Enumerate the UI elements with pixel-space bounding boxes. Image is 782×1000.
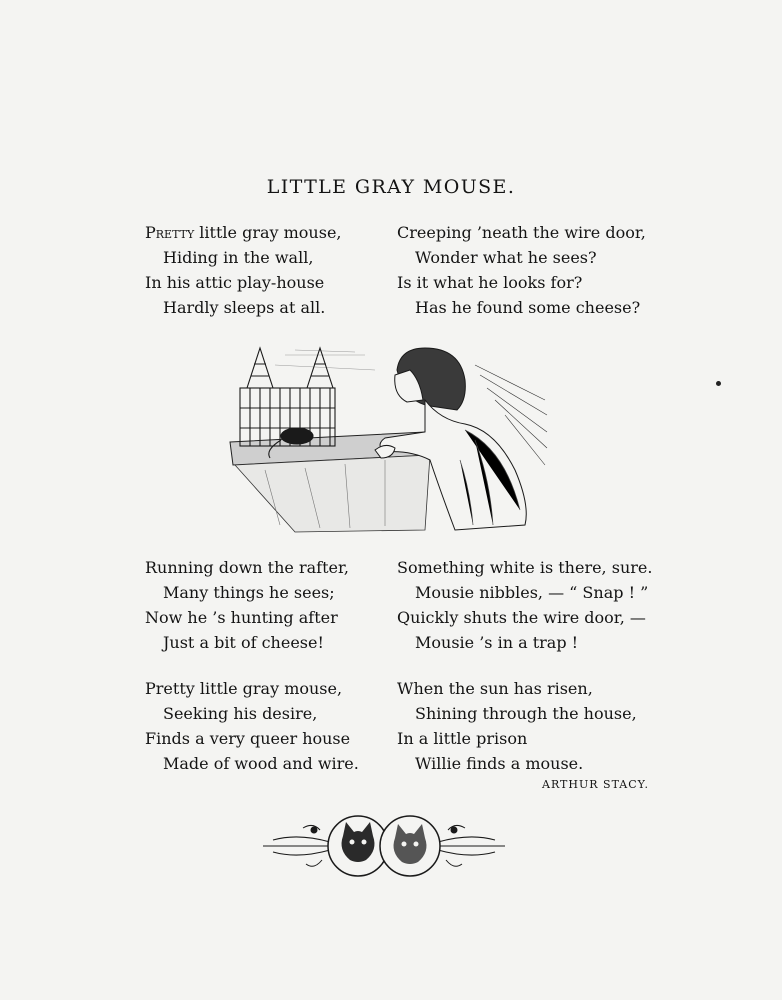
stanza-1 (145, 220, 395, 320)
poem-line: Hardly sleeps at all. (163, 298, 326, 317)
poem-line: In a little prison (397, 729, 528, 748)
poem-line: Something white is there, sure. (397, 558, 653, 577)
two-cats-vignette (258, 808, 510, 880)
poem-line: When the sun has risen, (397, 679, 593, 698)
cat-medallion-right (380, 816, 440, 876)
drop-word: Pretty (145, 223, 195, 242)
poem-line: Quickly shuts the wire door, — (397, 608, 646, 627)
cat-medallion-left (328, 816, 388, 876)
page-title: LITTLE GRAY MOUSE. (266, 176, 516, 198)
scroll-ornament-right (438, 825, 505, 866)
stanza-3 (145, 555, 395, 655)
poem-line: Now he ’s hunting after (145, 608, 338, 627)
poem-line: Pretty little gray mouse, (145, 679, 343, 698)
poem-line: Mousie nibbles, — “ Snap ! ” (415, 583, 649, 602)
author-signature: ARTHUR STACY. (542, 778, 649, 791)
ink-speck (716, 381, 721, 386)
scroll-ornament-left (263, 825, 330, 866)
poem-line: Wonder what he sees? (415, 248, 597, 267)
poem-line: Finds a very queer house (145, 729, 351, 748)
stanza-2 (397, 220, 647, 320)
line-text: little gray mouse, (194, 223, 342, 242)
poem-line: Made of wood and wire. (163, 754, 359, 773)
poem-line (145, 220, 395, 245)
poem-line: Mousie ’s in a trap ! (415, 633, 579, 652)
poem-line: Many things he sees; (163, 583, 335, 602)
poem-line: Willie finds a mouse. (415, 754, 584, 773)
poem-line: In his attic play-house (145, 273, 325, 292)
poem-line: Running down the rafter, (145, 558, 349, 577)
poem-line: Is it what he looks for? (397, 273, 583, 292)
stanza-4 (397, 555, 653, 655)
stanza-5 (145, 676, 395, 776)
poem-line: Creeping ’neath the wire door, (397, 223, 646, 242)
stanza-6 (397, 676, 647, 776)
girl-and-mouse-cage-illustration (225, 340, 550, 535)
poem-line: Hiding in the wall, (163, 248, 314, 267)
poem-line: Seeking his desire, (163, 704, 318, 723)
poem-line: Shining through the house, (415, 704, 637, 723)
poem-line: Has he found some cheese? (415, 298, 641, 317)
poem-line: Just a bit of cheese! (163, 633, 324, 652)
